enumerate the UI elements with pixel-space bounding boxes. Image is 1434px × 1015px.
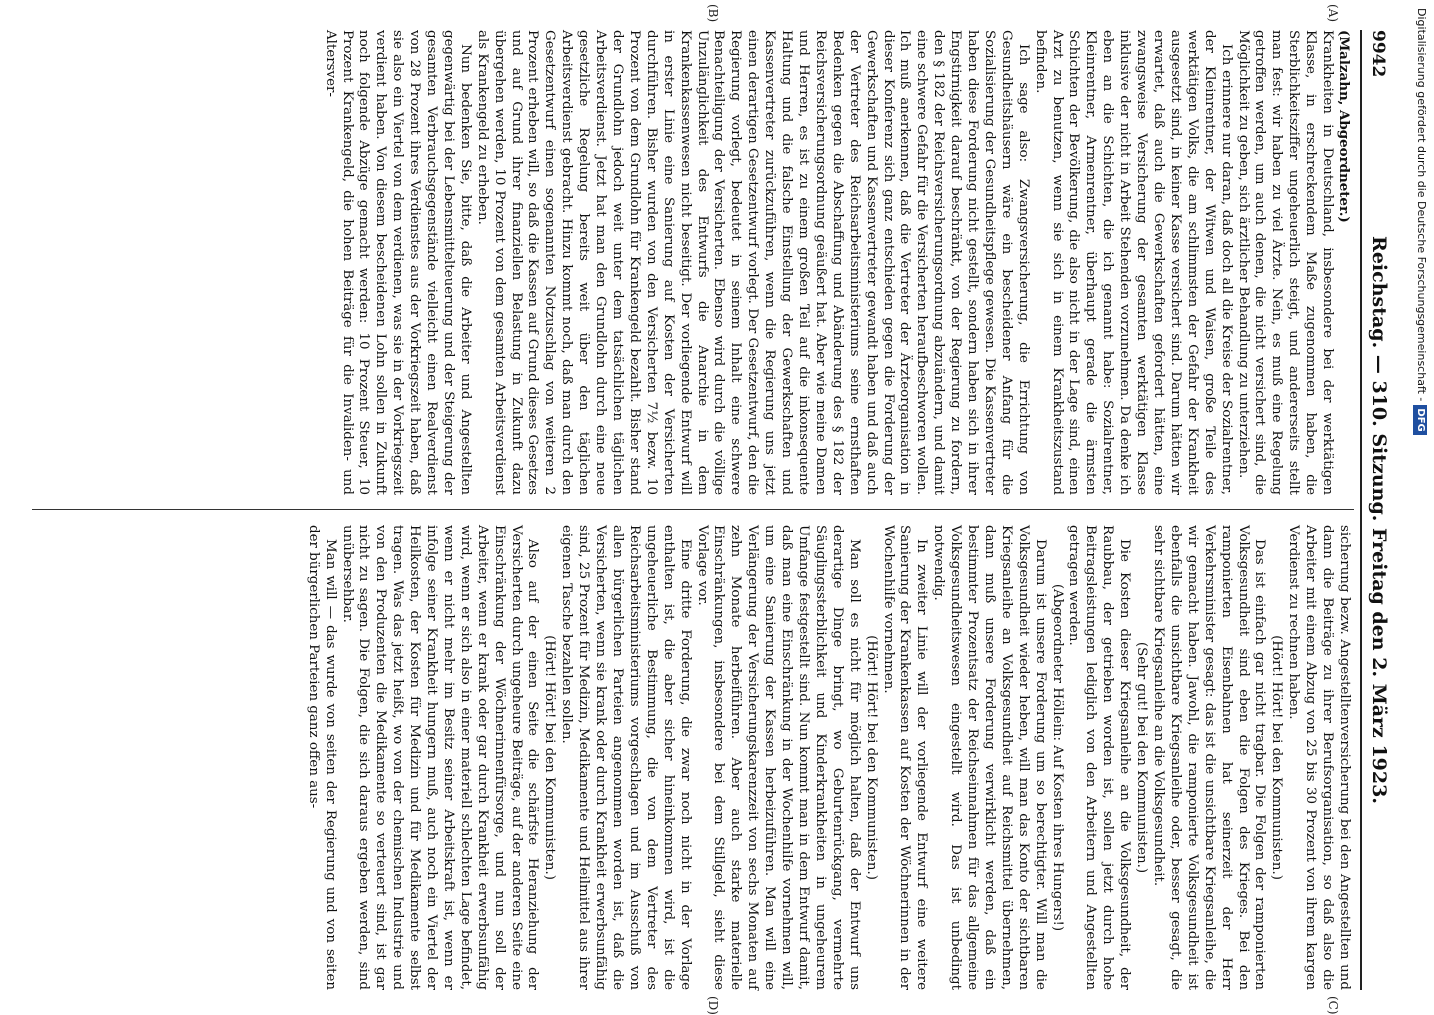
paragraph: sicherung bezw. Angestelltenversicherung bei den Angestellten und dann die Beiträge zu ihrer Berufsorganisation, so daß also die Arbeiter mit einem Abzug von 25 bis 30 Prozent von ihrem kargen Verdienst zu rechnen haben. bbox=[1286, 525, 1352, 990]
credit-text: Digitalisierung gefördert durch die Deutsche Forschungsgemeinschaft - bbox=[1415, 8, 1428, 402]
page-number: 9942 bbox=[1368, 30, 1388, 78]
running-title: Reichstag. — 310. Sitzung. Freitag den 2. März 1923. bbox=[1368, 236, 1390, 804]
left-column bbox=[32, 30, 1352, 495]
paragraph: Darum ist unsere Forderung um so berechtigter. Will man die Volksgesundheit wieder heben, will man das Konto der sichtbaren Kriegsanleihe an Volksgesundheit auf Reichsmittel übernehmen, dann muß unsere Forderung verwirklicht werden, daß ein bestimmter Prozentsatz der Reichseinnahmen für das allgemeine Volksgesundheitswesen eingestellt wird. Das ist unbedingt notwendig. bbox=[931, 525, 1048, 990]
paragraph: Das ist einfach gar nicht tragbar. Die Folgen der ramponierten Volksgesundheit sind eben die Folgen des Krieges. Bei den ramponierten Eisenbahnen hat seinerzeit der Herr Verkehrsminister gesagt: das ist die unsichtbare Kriegsanleihe, die wir gemacht haben. Jawohl, die ramponierte Volksgesundheit ist ebenfalls die unsichtbare Kriegsanleihe oder, besser gesagt, die sehr sichtbare Kriegsanleihe an die Volksgesundheit. bbox=[1151, 525, 1268, 990]
interjection: (Hört! Hört! bei den Kommunisten.) bbox=[1269, 635, 1285, 880]
speaker-note: (Malzahn, Abgeordneter.) bbox=[1336, 30, 1352, 223]
paragraph: In zweiter Linie will der vorliegende Entwurf eine weitere Sanierung der Krankenkassen auf Kosten der Wöchnerinnen in der Wochenhilfe vornehmen. bbox=[880, 525, 930, 990]
paragraph: Nun bedenken Sie, bitte, daß die Arbeiter und Angestellten gegenwärtig bei der Lebensmittelteuerung und der Steigerung der gesamten Verbrauchsgegenstände vielleicht einen Realverdienst von 28 Prozent ihres Verdienstes aus der Vorkriegszeit haben, daß sie also ein Viertel von dem verdienen, was sie in der Vorkriegszeit verdient haben. Von diesem bescheidenen Lohn sollen in Zukunft noch folgende Abzüge gemacht werden: 10 Prozent Steuer, 10 Prozent Krankengeld, die hohen Beiträge für die Invaliden- und Altersver- bbox=[322, 30, 473, 495]
right-column bbox=[32, 525, 1352, 990]
paragraph: Man will — das wurde von seiten der Regierung und von seiten der bürgerlichen Parteien ganz offen aus- bbox=[305, 525, 338, 990]
paragraph: Ich erinnere nur daran, daß doch all die Kreise der Sozialrentner, der Kleinrentner, der Witwen und Waisen, große Teile des werktätigen Volks, die am schlimmsten der Gefahr der Krankheit ausgesetzt sind, in keiner Kasse versichert sind. Darum hätten wir erwartet, daß auch die Gewerkschaften gefordert hätten, eine zwangsweise Versicherung der gesamten werktätigen Klasse inklusive der nicht in Arbeit Stehenden vorzunehmen. Da denke ich eben an die Schichten, die ich genannt habe: Sozialrentner, Kleinrentner, Armenrentner, überhaupt gerade die ärmsten Schichten der Bevölkerung, die also nicht in der Lage sind, einen Arzt zu benutzen, wenn sie sich in einem Krankheitszustand befinden. bbox=[1032, 30, 1234, 495]
header-rule bbox=[1360, 30, 1362, 990]
paragraph: Also auf der einen Seite die schärfste Heranziehung der Versicherten durch ungeheure Beiträge, auf der anderen Seite eine Einschränkung der Wöchnerinnenfürsorge, und nun soll der Arbeiter, wenn er krank oder gar durch Krankheit erwerbsunfähig wird, wenn er sich also in einer materiell schlechten Lage befindet, wenn er nicht mehr im Besitz seiner Arbeitskraft ist, wenn er infolge seiner Krankheit hungern muß, auch noch ein Viertel der Heilkosten, der Kosten für Medizin und für Medikamente selbst tragen. Was das jetzt heißt, wo von der chemischen Industrie und von den Produzenten die Medikamente so verteuert sind, ist gar nicht zu sagen. Die Folgen, die sich daraus ergeben werden, sind unübersehbar. bbox=[339, 525, 541, 990]
digitization-credit bbox=[1412, 8, 1430, 992]
paragraph: Krankheiten in Deutschland, insbesondere bei der werktätigen Klasse, in erschreckendem Maße zugenommen haben, die Sterblichkeitsziffer ungeheuerlich steigt, und andererseits stellt man fest: wir haben zu viel Ärzte. Nein, es muß eine Regelung getroffen werden, um auch denen, die nicht versichert sind, die Möglichkeit zu geben, sich ärztlicher Behandlung zu unterziehen. bbox=[1235, 30, 1336, 495]
interjection: (Abgeordneter Höllein: Auf Kosten ihres Hungers!) bbox=[1049, 583, 1065, 932]
rotated-page bbox=[12, 4, 1392, 1015]
margin-marker-d: (D) bbox=[706, 996, 720, 1015]
column-divider bbox=[32, 509, 1354, 510]
margin-marker-b: (B) bbox=[706, 4, 720, 23]
paragraph: Ich sage also: Zwangsversicherung, die Errichtung von Gesundheitshäusern wäre ein bescheidener Anfang für die Sozialisierung der Gesundheitspflege gewesen. Die Kassenvertreter haben diese Forderung nicht gestellt, sondern haben sich in ihrer Engstirnigkeit darauf beschränkt, von der Regierung zu fordern, den § 182 der Reichsversicherungsordnung abzuändern, und damit eine schwere Gefahr für die Versicherten heraufbeschworen wollen. Ich muß anerkennen, daß die Vertreter der Ärzteorganisation in dieser Konferenz sich ganz entschieden gegen die Forderung der Gewerkschaften und Kassenvertreter gewandt haben und daß auch der Vertreter des Reichsarbeitsministeriums seine ernsthaften Bedenken gegen die Abschaffung und Abänderung des § 182 der Reichsversicherungsordnung geäußert hat. Aber wie meine Damen und Herren, es ist zu einem großen Teil auf die inkonsequente Haltung und die falsche Einstellung der Gewerkschaften und Kassenvertreter zurückzuführen, wenn die Regierung uns jetzt einen derartigen Gesetzentwurf vorlegt. Der Gesetzentwurf, den die Regierung vorlegt, bedeutet in seinem Inhalt eine schwere Benachteiligung der Versicherten. Ebenso wird durch die völlige Unzulänglichkeit des Entwurfs die Anarchie in dem Krankenkassenwesen nicht beseitigt. Der vorliegende Entwurf will in erster Linie eine Sanierung auf Kosten der Versicherten durchführen. Bisher wurden von den Versicherten 7½ bezw. 10 Prozent von dem Grundlohn für Krankengeld bezahlt. Bisher stand der Grundlohn jedoch weit unter dem tatsächlichen täglichen Arbeitsverdienst. Jetzt hat man den Grundlohn durch eine neue gesetzliche Regelung bereits weit über den täglichen Arbeitsverdienst gebracht. Hinzu kommt noch, daß man durch den Gesetzentwurf einen sogenannten Notzuschlag von weiteren 2 Prozent erheben will, so daß die Kassen auf Grund dieses Gesetzes und auf Grund ihrer finanziellen Belastung in Zukunft dazu übergehen werden, 10 Prozent von dem gesamten Arbeitsverdienst als Krankengeld zu erheben. bbox=[474, 30, 1031, 495]
paragraph: Die Kosten dieser Kriegsanleihe an die Volksgesundheit, der Raubbau, der getrieben worden ist, sollen jetzt durch hohe Beitragsleistungen lediglich von den Arbeitern und Angestellten getragen werden. bbox=[1066, 525, 1133, 990]
dfg-logo: DFG bbox=[1413, 405, 1427, 434]
page-header bbox=[1358, 30, 1392, 990]
interjection: (Hört! Hört! bei den Kommunisten.) bbox=[863, 635, 879, 880]
paragraph: Eine dritte Forderung, die zwar noch nicht in der Vorlage enthalten ist, die aber sicher hineinkommen wird, ist die ungeheuerliche Bestimmung, die von dem Vertreter des Reichsarbeitsministeriums vorgeschlagen und im Ausschuß von allen bürgerlichen Parteien angenommen worden ist, daß die Versicherten, wenn sie krank oder durch Krankheit erwerbsunfähig sind, 25 Prozent für Medizin, Medikamente und Heilmittel aus ihrer eigenen Tasche bezahlen sollen. bbox=[559, 525, 693, 990]
paragraph: Man soll es nicht für möglich halten, daß der Entwurf uns derartige Dinge bringt, wo Geburtenrückgang, vermehrte Säuglingssterblichkeit und Kinderkrankheiten in ungeheurem Umfange festgestellt sind. Nun kommt man in dem Entwurf damit, daß man eine Einschränkung in der Wochenhilfe vornehmen will, um eine Sanierung der Kassen herbeizuführen. Man will eine Verlängerung der Versicherungskarenzzeit von sechs Monaten auf zehn Monate herbeiführen. Aber auch starke materielle Einschränkungen, insbesondere bei dem Stillgeld, sieht diese Vorlage vor. bbox=[694, 525, 862, 990]
margin-marker-c: (C) bbox=[1326, 996, 1340, 1015]
interjection: (Hört! Hört! bei den Kommunisten.) bbox=[542, 635, 558, 880]
interjection: (Sehr gut! bei den Kommunisten.) bbox=[1134, 641, 1150, 874]
margin-marker-a: (A) bbox=[1326, 4, 1340, 23]
